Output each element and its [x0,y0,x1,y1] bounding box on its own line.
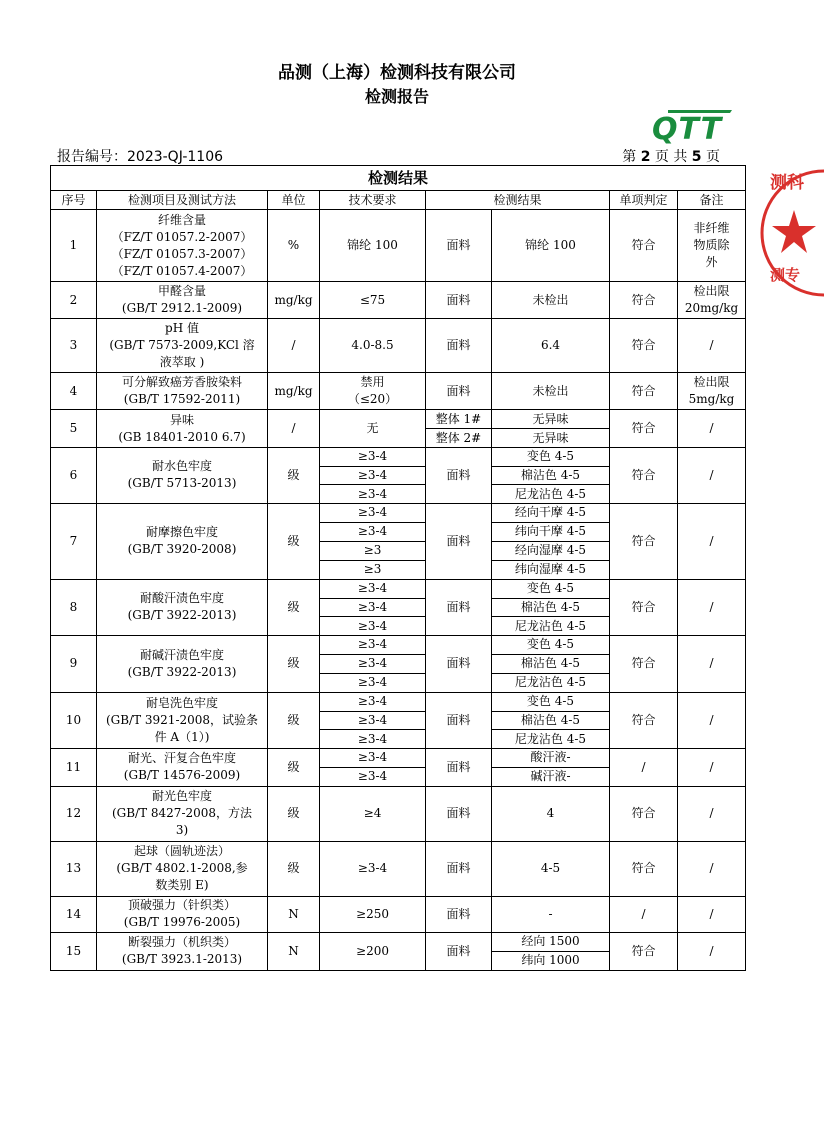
cell-requirement: ≥3-4 [320,448,426,467]
cell-unit: N [268,896,320,932]
cell-result: 纬向干摩 4-5 [492,522,610,541]
cell-requirement: ≥3-4 [320,767,426,786]
cell-no: 10 [51,692,97,748]
cell-item-line: (GB/T 19976-2005) [123,915,241,930]
table-header-row [51,191,746,210]
cell-result: 棉沾色 4-5 [492,466,610,485]
cell-requirement: ≥3-4 [320,485,426,504]
cell-note-line: / [709,421,714,435]
cell-note-line: / [709,906,714,921]
cell-requirement: ≥3-4 [320,466,426,485]
cell-result: 经向湿摩 4-5 [492,541,610,560]
cell-item-line: pH 值 [165,321,199,335]
cell-requirement: ≥3-4 [320,711,426,730]
cell-item-line: (GB/T 4802.1-2008,参 [116,861,248,876]
cell-requirement: ≥3-4 [320,673,426,692]
cell-note-line: / [709,599,714,614]
cell-result: 棉沾色 4-5 [492,711,610,730]
cell-item-line: (GB/T 3923.1-2013) [121,952,243,967]
cell-result: 经向干摩 4-5 [492,503,610,522]
cell-unit: N [268,932,320,970]
cell-note-line: / [709,338,714,352]
cell-no: 12 [51,786,97,841]
cell-note [678,210,746,282]
table-row [51,373,746,410]
cell-part: 面料 [426,210,492,282]
cell-note [678,786,746,841]
cell-result: 棉沾色 4-5 [492,598,610,617]
svg-text:测专: 测专 [770,266,801,284]
cell-no: 13 [51,841,97,896]
cell-item-line: (GB/T 14576-2009) [123,768,241,783]
cell-unit: 级 [268,503,320,579]
star-icon [772,210,816,253]
cell-note-line: 非纤维 [693,221,730,235]
cell-unit: 级 [268,841,320,896]
cell-judgement: 符合 [610,282,678,319]
col-header-item: 检测项目及测试方法 [97,191,268,210]
cell-item-line: 液萃取 ) [159,355,205,369]
cell-item-line: (GB/T 3921-2008，试验条 [105,712,259,727]
cell-requirement: ≥250 [320,896,426,932]
cell-part: 面料 [426,319,492,373]
cell-requirement: ≥3-4 [320,654,426,673]
cell-result: 未检出 [492,282,610,319]
table-row [51,896,746,932]
cell-result: 碱汗液- [492,767,610,786]
cell-item [97,373,268,410]
cell-part: 面料 [426,748,492,786]
cell-part: 面料 [426,579,492,635]
cell-result: 尼龙沾色 4-5 [492,730,610,749]
cell-result: 变色 4-5 [492,692,610,711]
cell-unit: 级 [268,692,320,748]
cell-result: - [492,896,610,932]
cell-unit: 级 [268,635,320,692]
cell-part: 面料 [426,932,492,970]
cell-no: 2 [51,282,97,319]
cell-requirement: ≥3 [320,541,426,560]
report-number: 报告编号：2023-QJ-1106 [57,149,224,165]
report-title: 检测报告 [364,87,429,106]
cell-item [97,282,268,319]
cell-part: 面料 [426,373,492,410]
table-row [51,319,746,373]
cell-requirement: ≥3-4 [320,635,426,654]
cell-part: 面料 [426,692,492,748]
cell-item-line: (GB/T 3920-2008) [127,542,237,557]
cell-no: 8 [51,579,97,635]
cell-requirement: 锦纶 100 [320,210,426,282]
cell-item [97,410,268,448]
results-table [50,165,746,971]
page-indicator: 第 2 页 共 5 页 [622,149,720,165]
cell-result: 无异味 [492,429,610,448]
cell-result: 尼龙沾色 4-5 [492,673,610,692]
cell-item-line: 耐碱汗渍色牢度 [139,647,224,662]
cell-note-line: / [709,806,714,821]
cell-note [678,841,746,896]
cell-part: 面料 [426,282,492,319]
cell-item-line: 耐水色牢度 [151,459,212,474]
cell-requirement-line: 无 [366,421,379,435]
cell-result: 棉沾色 4-5 [492,654,610,673]
cell-judgement: 符合 [610,319,678,373]
cell-requirement: ≥3-4 [320,598,426,617]
cell-note [678,503,746,579]
cell-judgement: 符合 [610,210,678,282]
logo-text: QTT [652,112,723,147]
cell-item [97,448,268,504]
cell-unit: 级 [268,448,320,504]
col-header-no: 序号 [51,191,97,210]
table-title: 检测结果 [51,166,746,191]
cell-unit: 级 [268,579,320,635]
cell-item-line: 顶破强力（针织类） [127,898,236,913]
cell-requirement: ≥3-4 [320,692,426,711]
cell-requirement-line: 禁用 [360,375,385,389]
col-header-unit: 单位 [268,191,320,210]
cell-note-line: / [709,861,714,876]
cell-requirement: ≥3 [320,560,426,579]
cell-note-line: / [709,943,714,958]
cell-judgement: 符合 [610,692,678,748]
cell-note-line: 20mg/kg [684,301,739,315]
cell-result: 6.4 [492,319,610,373]
cell-requirement: ≤75 [320,282,426,319]
cell-unit: 级 [268,786,320,841]
cell-judgement: 符合 [610,579,678,635]
cell-item [97,319,268,373]
cell-result: 变色 4-5 [492,635,610,654]
cell-note-line: / [709,656,714,671]
cell-no: 14 [51,896,97,932]
cell-requirement: ≥3-4 [320,503,426,522]
col-header-result: 检测结果 [426,191,610,210]
cell-requirement: ≥3-4 [320,579,426,598]
cell-note [678,282,746,319]
cell-requirement: ≥3-4 [320,730,426,749]
cell-item [97,786,268,841]
table-row [51,932,746,951]
cell-item-line: （FZ/T 01057.3-2007） [111,246,253,261]
cell-note-line: 检出限 [693,375,730,389]
cell-result: 锦纶 100 [492,210,610,282]
col-header-requirement: 技术要求 [320,191,426,210]
cell-note [678,410,746,448]
cell-no: 9 [51,635,97,692]
cell-result: 变色 4-5 [492,579,610,598]
table-row [51,282,746,319]
table-row [51,692,746,711]
cell-item-line: 纤维含量 [157,212,206,227]
cell-result: 尼龙沾色 4-5 [492,485,610,504]
cell-item [97,932,268,970]
cell-item [97,503,268,579]
cell-judgement: 符合 [610,448,678,504]
cell-item [97,692,268,748]
col-header-note: 备注 [678,191,746,210]
cell-item-line: (GB/T 8427-2008，方法 [111,806,253,821]
cell-result: 纬向 1000 [492,951,610,970]
cell-note [678,692,746,748]
seal-stamp [764,158,824,308]
cell-requirement: 4.0-8.5 [320,319,426,373]
cell-requirement [320,373,426,410]
cell-note [678,635,746,692]
cell-judgement: / [610,748,678,786]
cell-judgement: 符合 [610,503,678,579]
cell-item [97,635,268,692]
cell-result: 酸汗液- [492,748,610,767]
cell-item-line: 耐光、汗复合色牢度 [127,751,236,766]
cell-item-line: (GB 18401-2010 6.7) [118,429,246,444]
cell-unit: / [268,410,320,448]
cell-judgement: 符合 [610,410,678,448]
cell-unit: mg/kg [268,373,320,410]
cell-note [678,932,746,970]
cell-part: 面料 [426,896,492,932]
company-name: 品测（上海）检测科技有限公司 [278,63,516,83]
cell-part: 面料 [426,841,492,896]
company-logo [648,106,733,147]
cell-item-line: 数类别 E) [155,878,209,893]
cell-result: 4-5 [492,841,610,896]
cell-requirement-line: ≥200 [356,943,389,958]
cell-result: 尼龙沾色 4-5 [492,617,610,636]
cell-note [678,448,746,504]
cell-requirement: ≥3-4 [320,748,426,767]
cell-unit: 级 [268,748,320,786]
cell-result: 未检出 [492,373,610,410]
cell-requirement: ≥3-4 [320,841,426,896]
cell-unit: / [268,319,320,373]
cell-part: 面料 [426,503,492,579]
cell-result: 4 [492,786,610,841]
cell-item-line: 耐皂洗色牢度 [145,695,218,710]
cell-part: 面料 [426,786,492,841]
cell-item-line: (GB/T 3922-2013) [127,664,237,679]
cell-item-line: 耐光色牢度 [151,789,212,804]
table-row [51,748,746,767]
cell-item-line: (GB/T 3922-2013) [127,608,237,623]
cell-note-line: 物质除 [693,238,730,252]
cell-result: 变色 4-5 [492,448,610,467]
cell-note-line: 外 [705,255,718,269]
cell-item-line: （FZ/T 01057.4-2007） [111,263,253,278]
cell-judgement: / [610,896,678,932]
col-header-judgement: 单项判定 [610,191,678,210]
cell-item-line: 3) [175,823,189,838]
table-row [51,448,746,467]
cell-item-line: 耐摩擦色牢度 [145,525,218,540]
cell-requirement [320,932,426,970]
cell-no: 6 [51,448,97,504]
cell-note-line: / [709,759,714,774]
cell-requirement: ≥4 [320,786,426,841]
svg-text:测科: 测科 [770,173,804,193]
cell-note-line: 检出限 [693,284,730,298]
cell-no: 5 [51,410,97,448]
cell-item [97,579,268,635]
cell-result: 纬向湿摩 4-5 [492,560,610,579]
cell-requirement [320,410,426,448]
cell-judgement: 符合 [610,635,678,692]
cell-item-line: (GB/T 17592-2011) [123,392,241,406]
cell-note-line: / [709,467,714,482]
cell-note [678,319,746,373]
cell-requirement: ≥3-4 [320,522,426,541]
table-row [51,210,746,282]
cell-note [678,896,746,932]
cell-note-line: / [709,533,714,548]
cell-result: 经向 1500 [492,932,610,951]
cell-item [97,210,268,282]
cell-note-line: 5mg/kg [688,392,735,406]
table-row [51,786,746,841]
cell-judgement: 符合 [610,841,678,896]
cell-item [97,841,268,896]
cell-item-line: 异味 [169,412,194,427]
cell-item-line: 甲醛含量 [157,284,206,298]
cell-judgement: 符合 [610,786,678,841]
cell-note [678,579,746,635]
cell-item-line: 断裂强力（机织类） [127,935,236,950]
cell-item-line: 起球（圆轨迹法） [133,844,230,859]
cell-judgement: 符合 [610,932,678,970]
table-row [51,841,746,896]
cell-no: 3 [51,319,97,373]
cell-item-line: (GB/T 5713-2013) [127,476,237,491]
cell-note [678,748,746,786]
cell-note-line: / [709,712,714,727]
cell-item-line: 件 A（1）) [154,729,210,744]
cell-part: 整体 1# [426,410,492,429]
cell-unit: mg/kg [268,282,320,319]
cell-no: 11 [51,748,97,786]
cell-requirement: ≥3-4 [320,617,426,636]
cell-item [97,748,268,786]
cell-item-line: 耐酸汗渍色牢度 [139,591,224,606]
cell-item-line: 可分解致癌芳香胺染料 [121,375,242,389]
cell-no: 4 [51,373,97,410]
cell-result: 无异味 [492,410,610,429]
cell-unit: % [268,210,320,282]
cell-part: 面料 [426,448,492,504]
cell-no: 15 [51,932,97,970]
table-row [51,635,746,654]
table-row [51,503,746,522]
cell-part: 整体 2# [426,429,492,448]
cell-item [97,896,268,932]
cell-item-line: (GB/T 2912.1-2009) [121,301,243,315]
cell-judgement: 符合 [610,373,678,410]
cell-no: 7 [51,503,97,579]
cell-no: 1 [51,210,97,282]
cell-requirement-line: （≤20） [347,392,398,406]
table-row [51,410,746,429]
table-row [51,579,746,598]
cell-note [678,373,746,410]
cell-item-line: (GB/T 7573-2009,KCl 溶 [109,338,255,352]
cell-item-line: （FZ/T 01057.2-2007） [111,229,253,244]
cell-part: 面料 [426,635,492,692]
